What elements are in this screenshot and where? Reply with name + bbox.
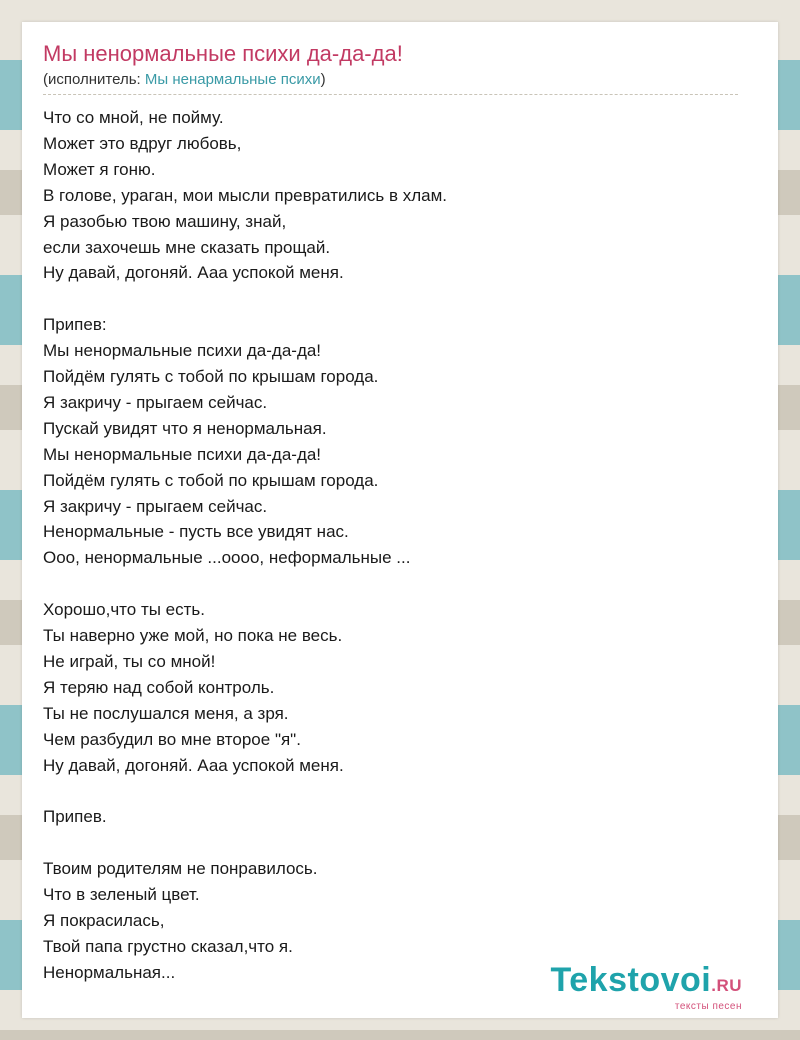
lyric-line: Пойдём гулять с тобой по крышам города.	[43, 367, 379, 387]
lyric-line: Хорошо,что ты есть.	[43, 600, 206, 620]
lyric-blank-line	[43, 571, 758, 597]
lyric-line: Припев.	[43, 807, 107, 827]
lyric-line: Ненормальная...	[43, 962, 176, 982]
logo-tagline: тексты песен	[674, 1001, 742, 1012]
lyric-line: В голове, ураган, мои мысли превратились в хлам.	[43, 185, 448, 205]
title-divider	[43, 94, 738, 95]
lyric-line: Ооо, ненормальные ...оооо, неформальные ...	[43, 548, 411, 568]
lyric-line: Я разобью твою машину, знай,	[43, 211, 287, 231]
lyric-line: Чем разбудил во мне второе "я".	[43, 729, 301, 749]
lyric-line: Твоим родителям не понравилось.	[43, 859, 318, 879]
song-title: Мы ненормальные психи да-да-да!	[43, 41, 403, 66]
logo-wordmark	[551, 962, 742, 1004]
lyric-line: Припев:	[43, 315, 107, 335]
artist-link[interactable]: Мы ненармальные психи	[144, 71, 321, 88]
lyric-blank-line	[43, 779, 758, 805]
lyric-line: Мы ненормальные психи да-да-да!	[43, 444, 322, 464]
lyric-blank-line	[43, 286, 758, 312]
site-logo[interactable]	[551, 962, 742, 1012]
lyric-line: Я закричу - прыгаем сейчас.	[43, 496, 268, 516]
lyric-line: если захочешь мне сказать прощай.	[43, 237, 331, 257]
artist-suffix: )	[320, 71, 326, 88]
logo-tld: .RU	[711, 976, 742, 995]
logo-name: Tekstovoi	[550, 961, 712, 999]
artist-line	[43, 70, 758, 90]
lyric-line: Я покрасилась,	[43, 911, 165, 931]
lyric-line: Что в зеленый цвет.	[43, 885, 200, 905]
lyric-blank-line	[43, 830, 758, 856]
lyric-line: Пускай увидят что я ненормальная.	[43, 418, 327, 438]
lyric-line: Мы ненормальные психи да-да-да!	[43, 341, 322, 361]
lyric-line: Не играй, ты со мной!	[43, 652, 216, 671]
lyric-line: Я закричу - прыгаем сейчас.	[43, 392, 268, 412]
lyric-line: Твой папа грустно сказал,что я.	[43, 936, 293, 956]
lyrics-text	[43, 105, 758, 986]
lyric-line: Что со мной, не пойму.	[43, 108, 224, 127]
artist-prefix: (исполнитель:	[43, 71, 145, 88]
lyric-line: Может это вдруг любовь,	[43, 133, 242, 153]
lyric-line: Пойдём гулять с тобой по крышам города.	[43, 470, 379, 490]
lyric-line: Ты наверно уже мой, но пока не весь.	[43, 626, 343, 646]
lyric-line: Ненормальные - пусть все увидят нас.	[43, 522, 349, 542]
lyric-line: Ты не послушался меня, а зря.	[43, 703, 289, 723]
lyric-line: Может я гоню.	[43, 159, 156, 179]
lyric-line: Ну давай, догоняй. Ааа успокой меня.	[43, 755, 344, 775]
lyrics-card	[22, 22, 778, 1018]
lyric-line: Ну давай, догоняй. Ааа успокой меня.	[43, 263, 344, 283]
lyric-line: Я теряю над собой контроль.	[43, 677, 275, 697]
